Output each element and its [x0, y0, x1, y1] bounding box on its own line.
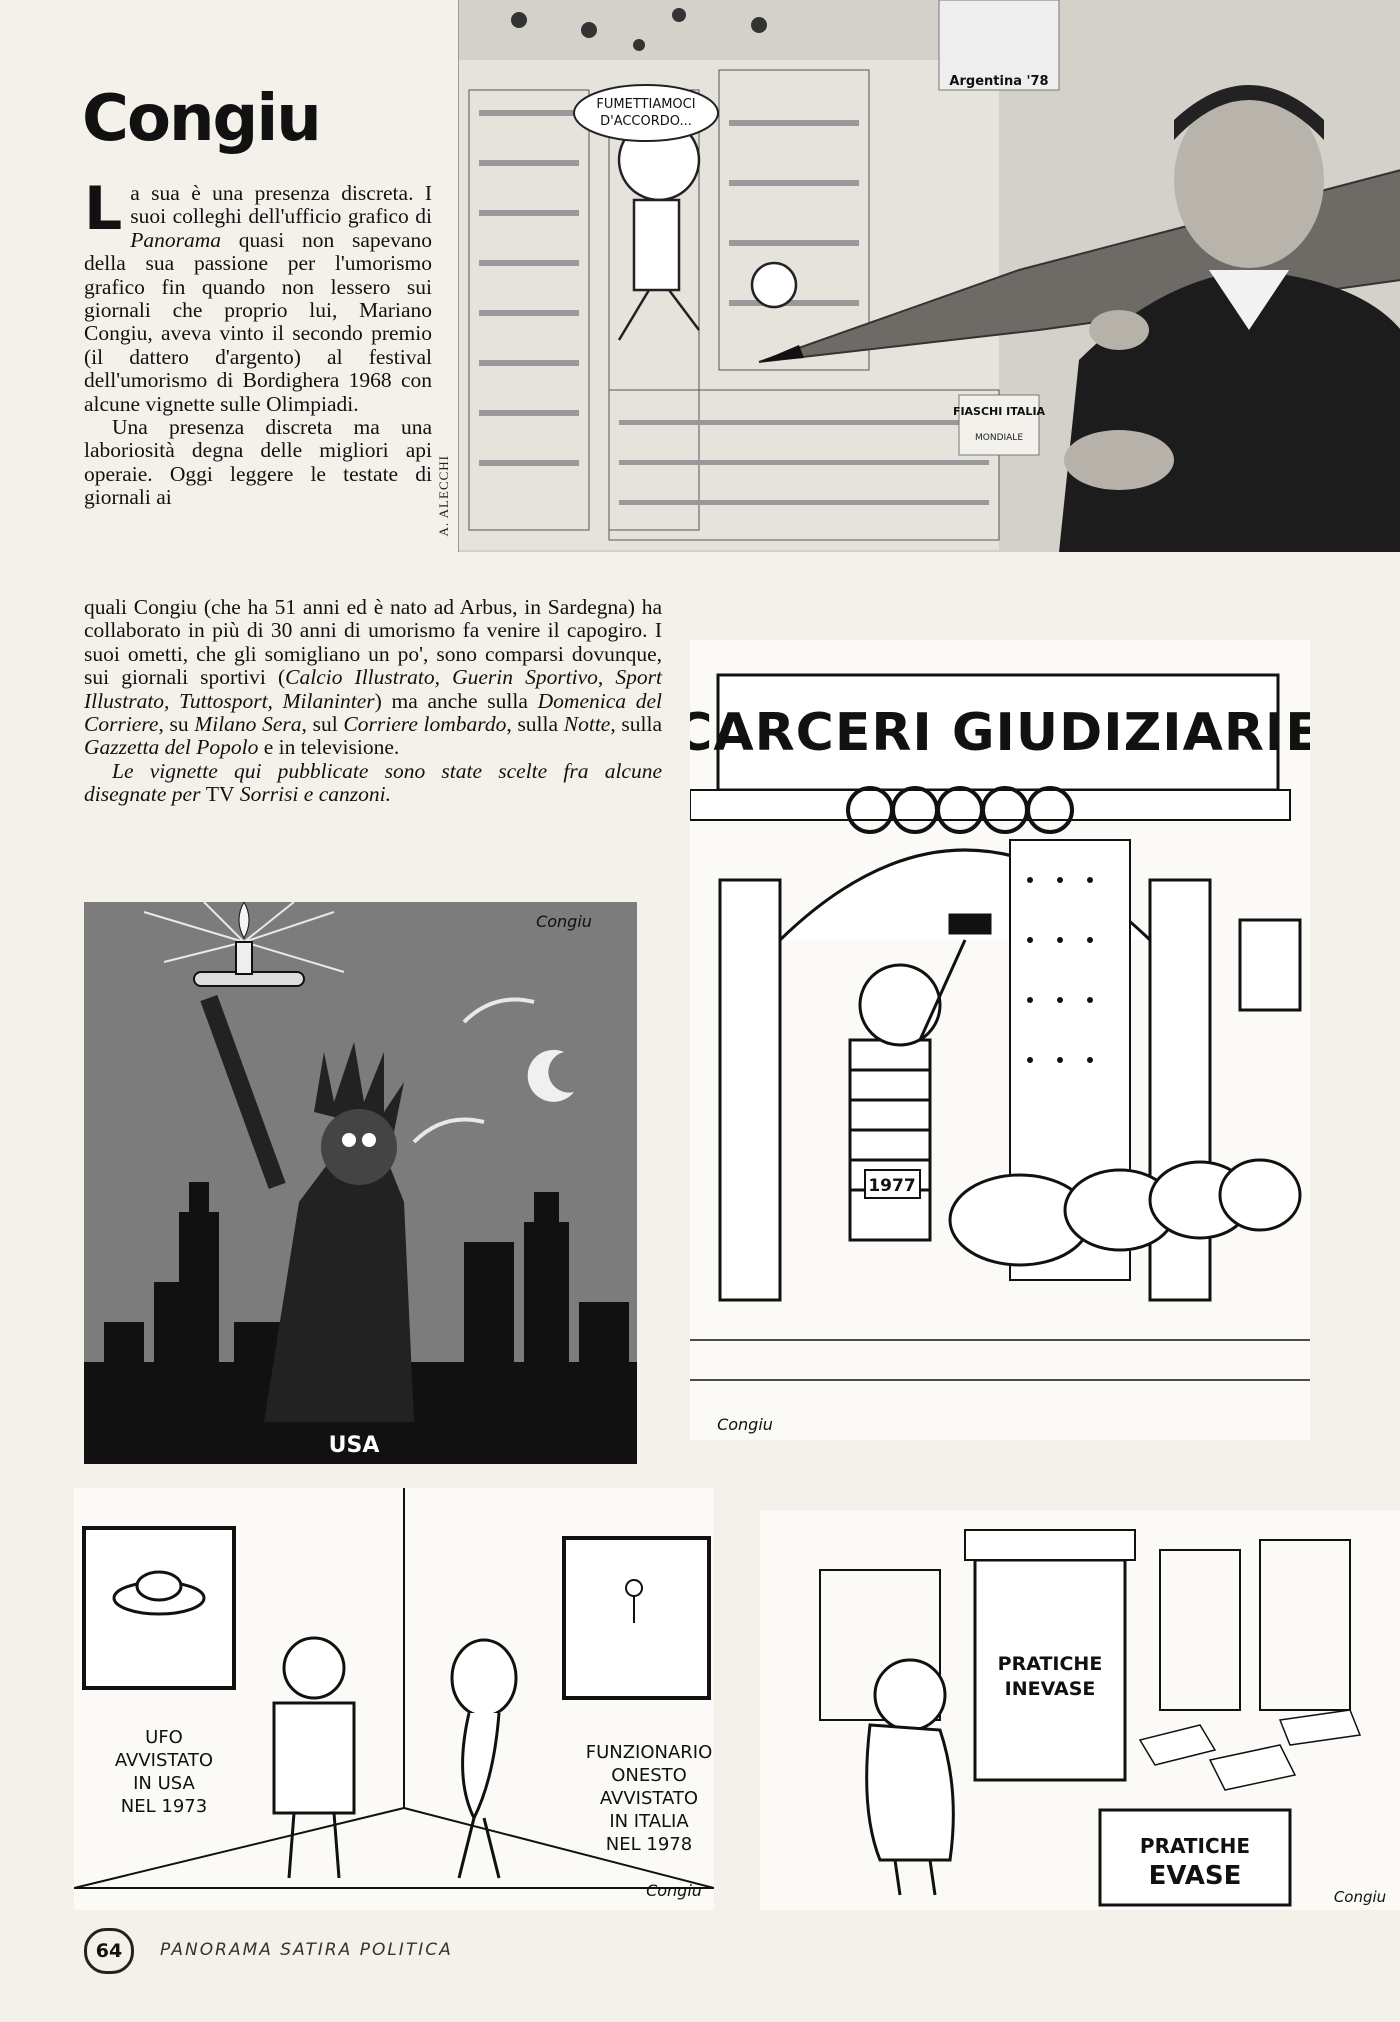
prisoner-number: 1977: [868, 1176, 916, 1196]
drop-cap: L: [84, 174, 123, 244]
paragraph-2-start: Una presenza discreta ma una laboriosità degna delle migliori api operaie. Oggi leggere le testate di giornali ai: [84, 415, 432, 510]
prison-illustration: [690, 640, 1310, 1440]
statue-label: USA: [328, 1433, 380, 1458]
cartoon-ufo-official: [74, 1488, 714, 1910]
poster-label: Argentina '78: [949, 74, 1049, 89]
official-caption-4: IN ITALIA: [609, 1811, 689, 1832]
paragraph-3: Le vignette qui pubblicate sono state scelte fra alcune disegnate per TV Sorrisi e canzoni.: [84, 758, 662, 807]
page-number: 64: [84, 1928, 134, 1974]
statue-illustration: [84, 902, 637, 1464]
sheet-label: FIASCHI ITALIA: [952, 405, 1046, 418]
official-caption-1: FUNZIONARIO: [585, 1742, 713, 1763]
photo-artist-with-pencil: [458, 0, 1400, 552]
done-label-1: PRATICHE: [1139, 1834, 1251, 1858]
signature-ufo: Congiu: [646, 1881, 702, 1900]
ufo-caption-4: NEL 1973: [120, 1796, 208, 1817]
cartoon-pratiche: [760, 1510, 1400, 1910]
article-title: Congiu: [82, 82, 320, 156]
article-text-narrow: [84, 174, 432, 510]
done-label-2: EVASE: [1148, 1861, 1242, 1891]
balloon-line2: D'ACCORDO...: [600, 114, 692, 129]
official-caption-2: ONESTO: [611, 1765, 687, 1786]
photo-illustration: [459, 0, 1400, 552]
signature-pratiche: Congiu: [1333, 1888, 1387, 1906]
ufo-caption-2: AVVISTATO: [114, 1750, 214, 1771]
paragraph-1: La sua è una presenza discreta. I suoi colleghi dell'ufficio grafico di Panorama quasi non sapevano della sua passione per l'umorismo grafico fin quando non lessero sui giornali che proprio lui, Mariano Congiu, aveva vinto il secondo premio (il dattero d'argento) al festival dell'umorismo di Bordighera 1968 con alcune vignette sulle Olimpiadi.: [84, 174, 432, 416]
pratiche-illustration: [760, 1510, 1400, 1910]
paragraph-2-continued: quali Congiu (che ha 51 anni ed è nato ad Arbus, in Sardegna) ha collaborato in più di 30 anni di umorismo fa venire il capogiro. I suoi ometti, che gli somigliano un po', sono comparsi dovunque, sui giornali sportivi (Calcio Illustrato, Guerin Sportivo, Sport Illustrato, Tuttosport, Milaninter) ma anche sulla Domenica del Corriere, su Milano Sera, sul Corriere lombardo, sulla Notte, sulla Gazzetta del Popolo e in televisione.: [84, 595, 663, 760]
article-text-wide: [84, 596, 662, 807]
pending-label-1: PRATICHE: [997, 1653, 1103, 1675]
cartoon-prison: [690, 640, 1310, 1440]
official-caption-3: AVVISTATO: [599, 1788, 699, 1809]
official-caption-5: NEL 1978: [605, 1834, 693, 1855]
cartoon-statue-of-liberty: [84, 902, 637, 1464]
sheet-sub: MONDIALE: [974, 433, 1024, 443]
pending-label-2: INEVASE: [1004, 1678, 1096, 1700]
ufo-illustration: [74, 1488, 714, 1910]
signature-prison: Congiu: [717, 1415, 773, 1434]
ufo-caption-3: IN USA: [133, 1773, 195, 1794]
signature-statue: Congiu: [536, 912, 592, 931]
magazine-name: PANORAMA SATIRA POLITICA: [160, 1940, 453, 1960]
balloon-line1: FUMETTIAMOCI: [596, 97, 696, 112]
prison-sign: CARCERI GIUDIZIARIE: [690, 703, 1310, 763]
photo-credit: A. ALECCHI: [436, 455, 451, 537]
ufo-caption-1: UFO: [145, 1727, 183, 1748]
